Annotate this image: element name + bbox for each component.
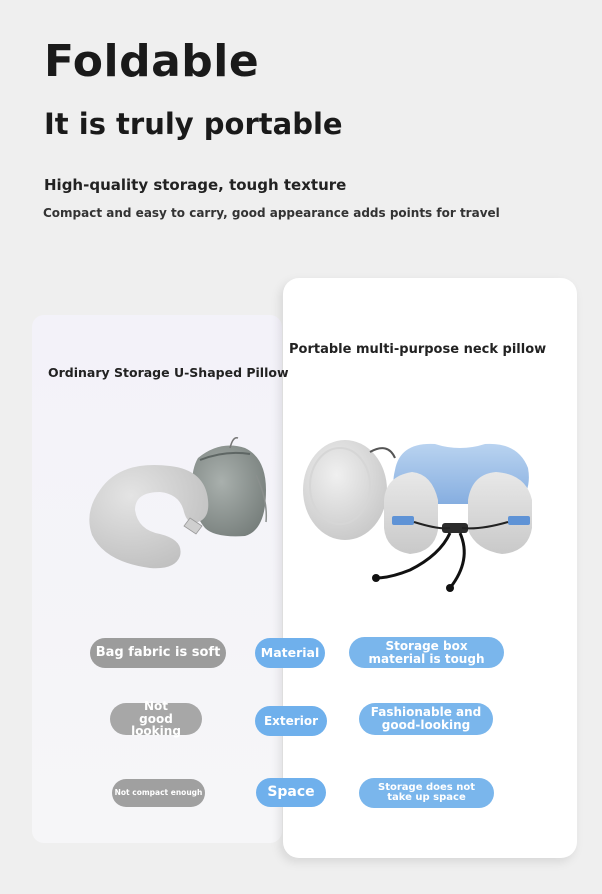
- tagline: High-quality storage, tough texture: [44, 176, 347, 194]
- portable-pillow-image: [300, 430, 560, 598]
- page-title: Foldable: [44, 36, 260, 87]
- portable-material-badge: Storage box material is tough: [349, 637, 504, 668]
- ordinary-pillow-image: [80, 430, 275, 575]
- ordinary-space-badge: Not compact enough: [112, 779, 205, 807]
- portable-pillow-title: Portable multi-purpose neck pillow: [289, 342, 547, 357]
- ordinary-pillow-card: [32, 315, 282, 843]
- ordinary-material-badge: Bag fabric is soft: [90, 638, 226, 668]
- space-label: Space: [256, 778, 326, 807]
- material-label: Material: [255, 638, 325, 668]
- portable-exterior-badge: Fashionable and good-looking: [359, 703, 493, 735]
- exterior-label: Exterior: [255, 706, 327, 736]
- ordinary-exterior-badge: Not good looking: [110, 703, 202, 735]
- portable-space-badge: Storage does not take up space: [359, 778, 494, 808]
- description: Compact and easy to carry, good appearance adds points for travel: [43, 206, 500, 220]
- page-subtitle: It is truly portable: [44, 107, 343, 141]
- ordinary-pillow-title: Ordinary Storage U-Shaped Pillow: [48, 365, 289, 380]
